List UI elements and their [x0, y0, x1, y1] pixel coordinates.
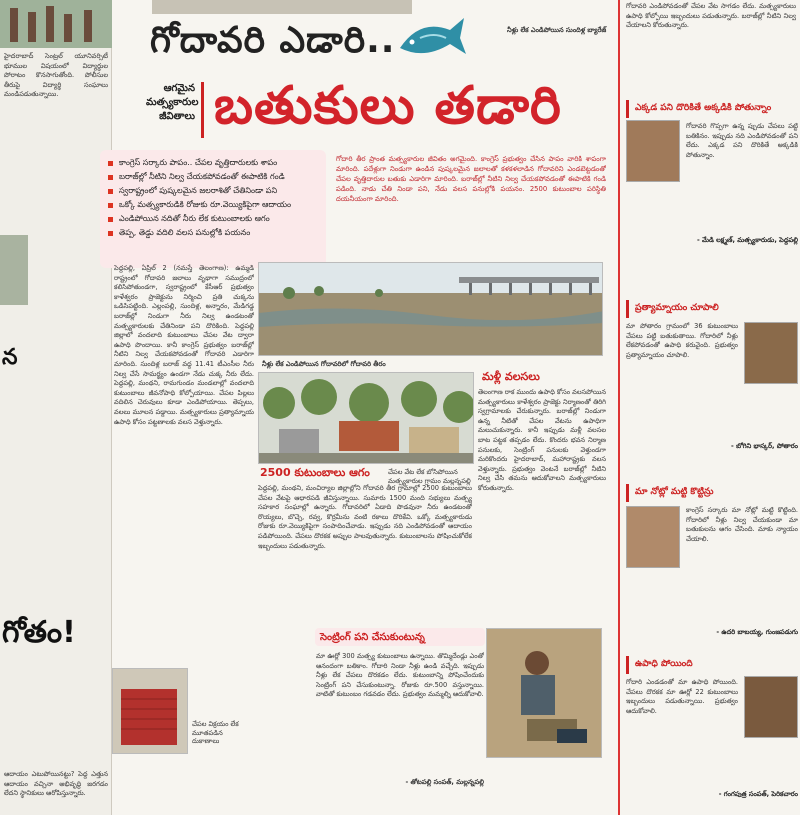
quote-title: ప్రత్యామ్నాయం చూపాలి [626, 300, 798, 318]
worker-photo [486, 628, 602, 758]
village-photo [258, 372, 474, 464]
right-top-text: గోదావరి ఎండిపోవడంతో చేపల వేట సాగడం లేదు. మత్స్యకారులు ఉపాధి కోల్పోయి ఇబ్బందులు పడుతున్నారు. బరాజ్‌ల్లో నీటిని నిల్వ చేయాలని కోరుతున్నారు. [626, 2, 796, 30]
quote-signature: - ఉదరి బాబయ్య, గుంజపడుగు [716, 628, 798, 636]
quote-text: మా పోతారం గ్రామంలో 36 కుటుంబాలు చేపలు పట్టి బతుకుతాయి. గోదారిలో నీళ్లు లేకపోవడంతో ఉపాధి కరువైంది. ప్రభుత్వం ప్రత్యామ్నాయం చూపాలి. [626, 322, 738, 359]
shop-photo [112, 668, 188, 754]
quote-signature: - మేడి లక్ష్మణ్, మత్స్యకారుడు, పెద్దపల్లి [696, 236, 798, 244]
quote-signature: - గంగపుత్ర సంపత్, పెరికచారం [718, 790, 798, 798]
village-photo-caption: చేపల వేట లేక బోసిపోయిన మత్స్యకారుల గ్రామం మల్లన్నపల్లి [388, 468, 471, 485]
highlight-item: కాంగ్రెస్ సర్కారు పాపం.. చేపల వృత్తిదారులకు శాపం [108, 156, 318, 170]
byline-caption: నీళ్లు లేక ఎండిపోయిన సుందిళ్ల బ్యారేజ్ [507, 26, 607, 34]
section-heading-centering: సెంట్రింగ్ పని చేసుకుంటున్న [320, 632, 425, 643]
left-bottom-text: ఆదాయం ఎటుపోయినట్టు? పెద్ద ఎత్తున ఆదాయం వచ్చినా అభివృద్ధి జరగడం లేదని స్థానికులు ఆరోపిస్తున్నారు. [4, 770, 108, 798]
quote-block-4 [626, 652, 798, 800]
river-photo [258, 262, 603, 356]
highlight-item: ఒక్కో మత్స్యకారుడికి రోజుకు రూ.వెయ్యికిపైగా ఆదాయం [108, 198, 318, 212]
left-heading-2: గోతం! [2, 615, 76, 650]
highlight-item: బరాజ్‌ల్లో నీటిని నిల్వ చేయకపోవడంతో ఈపాటికి గండి [108, 170, 318, 184]
left-top-text: హైదరాబాద్ సెంట్రల్ యూనివర్సిటీ భూముల విషయంలో విద్యార్థుల పోరాటం కొనసాగుతోంది. పోలీసుల తీరుపై విద్యార్థి సంఘాలు మండిపడుతున్నాయి. [4, 52, 108, 99]
quote-signature: - బోగిని భాస్కర్, పోతారం [731, 442, 798, 450]
quote-block-1 [626, 96, 798, 246]
body-column-3: తెలంగాణ రాక ముందు ఉపాధి కోసం వలసపోయిన మత్స్యకారులు కాళేశ్వరం ప్రాజెక్టు నిర్మాణంతో తిరిగి స్వగ్రామాలకు చేరుకున్నారు. బరాజ్‌ల్లో నిండుగా ఉన్న నీటితో చేపల వేటను ఉపాధిగా మలుచుకున్నారు. కానీ ఇప్పుడు మళ్లీ వలసల బాట పట్టక తప్పడం లేదు. కొందరు భవన నిర్మాణ పనులకు, సెంట్రింగ్ పనులకు వెళ్తుండగా మరికొందరు హైదరాబాద్, మహారాష్ట్రకు వలస వెళ్తున్నారు. ప్రభుత్వం వెంటనే బరాజ్‌ల్లో నీటిని నిల్వ చేసి తమను ఆదుకోవాలని మత్స్యకారులు కోరుతున్నారు. [478, 388, 606, 492]
quote-block-3 [626, 480, 798, 638]
body-column-2: పెద్దపల్లి, మంథని, మంచిర్యాల జిల్లాల్లోని గోదావరి తీర గ్రామాల్లో 2500 కుటుంబాలు చేపల వేటపై ఆధారపడి జీవిస్తున్నాయి. సుమారు 1500 మంది సభ్యులు మత్స్య సహకార సంఘాల్లో ఉన్నారు. గోదావరిలో ఏడాది పొడవునా నీరు ఉండటంతో రొయ్యలు, బొచ్చె, రవ్వ, కొర్రమీను వంటి రకాలు దొరికేవి. ఒక్కో మత్స్యకారుడు రోజుకు రూ.వెయ్యికిపైగా సంపాదించేవాడు. ఇప్పుడు నది ఎండిపోవడంతో ఆదాయం పడిపోయింది. చేపలు దొరకక అప్పుల పాలవుతున్నారు. కుటుంబాలను పోషించుకోలేక ఇబ్బందులు పడుతున్నారు. [258, 484, 472, 550]
left-adjacent-column [0, 0, 112, 815]
section-heading-families: 2500 కుటుంబాలు ఆగం [260, 466, 370, 479]
worker-byline: - తోటపల్లి సంపత్, మల్లన్నపల్లి [405, 778, 484, 786]
portrait-2 [744, 322, 798, 384]
section-heading-migration: మళ్లీ వలసలు [482, 370, 540, 383]
quote-text: గోదారి ఎండడంతో మా ఉపాధి పోయింది. చేపలు దొరకక మా ఊర్లో 22 కుటుంబాలు ఇబ్బందులు పడుతున్నాయి. ప్రభుత్వం ఆదుకోవాలి. [626, 678, 738, 715]
intro-paragraph: గోదారి తీర ప్రాంత మత్స్యకారుల జీవితం అగమైంది. కాంగ్రెస్ ప్రభుత్వం చేసిన పాపం వారికి శాపంగా మారింది. పదేళ్లుగా నిండుగా ఉండిన పుష్కలమైన జలాలతో కళకళలాడిన గోదావరిని ఎండబెట్టడంతో చేపల వృత్తిదారుల బతుకు ఎడారిగా మారింది. బరాజ్‌ల్లో నీటిని నిల్వ చేయకపోవడంతో ఈపాటికి గండి పడింది. నాడు చేతి నిండా పని, నేడు వలస పనుల్లోకి పయనం. 2500 కుటుంబాల పరిస్థితి దయనీయంగా మారింది. [336, 155, 606, 203]
top-photo-strip [152, 0, 412, 14]
main-headline: బతుకులు తడారి [214, 76, 562, 136]
quote-text: కాంగ్రెస్ సర్కారు మా నోట్లో మట్టి కొట్టింది. గోదారిలో నీళ్లు నిల్వ చేయకుండా మా బతుకులను ఆగం చేసింది. మాకు న్యాయం చేయాలి. [686, 506, 798, 543]
highlight-item: తెప్ప, తెడ్డు వదిలి వలస పనుల్లోకి పయనం [108, 226, 318, 240]
quote-block-2 [626, 296, 798, 452]
portrait-3 [626, 506, 680, 568]
quote-title: ఎక్కడ పని దొరికితే అక్కడికి పోతున్నాం [626, 100, 798, 118]
right-sidebar [618, 0, 800, 815]
shop-photo-caption: చేపల విక్రయం లేక మూతపడిన దుకాణాలు [192, 720, 239, 745]
body-bottom: మా ఊర్లో 300 మత్స్య కుటుంబాలు ఉన్నాయి. తొమ్మిదేండ్లు ఎంతో ఆనందంగా బతికాం. గోదారి నిండా నీళ్లు ఉండి వచ్చేది. ఇప్పుడు నీళ్లు లేక చేపలు దొరకడం లేదు. కుటుంబాన్ని పోషించేందుకు సెంట్రింగ్ పని చేసుకుంటున్నా. రోజుకు రూ.500 వస్తున్నాయి. వాటితో కుటుంబం గడవడం లేదు. ప్రభుత్వం మమ్మల్ని ఆదుకోవాలి. [316, 652, 484, 699]
headline-kicker: గోదావరి ఎడారి.. [150, 20, 396, 61]
body-column-1: పెద్దపల్లి, ఏప్రిల్ 2 (నమస్తే తెలంగాణ): ఉమ్మడి రాష్ట్రంలో గోదావరి జలాలు వృథాగా సముద్రంలో కలిసిపోతుండగా, స్వరాష్ట్రంలో కేసీఆర్ ప్రభుత్వం కాళేశ్వరం ప్రాజెక్టును నిర్మించి ప్రతి చుక్కను ఒడిసిపట్టింది. ఎల్లంపల్లి, సుందిళ్ల, అన్నారం, మేడిగడ్డ బరాజ్‌ల్లో నిండుగా నీరు నిల్వ ఉండటంతో మత్స్యకారులకు చేతినిండా పని దొరికింది. పెద్దపల్లి జిల్లాలో వందలాది కుటుంబాలు చేపల వేట ద్వారా ఉపాధి పొందాయి. కానీ కాంగ్రెస్ ప్రభుత్వం బరాజ్‌ల్లో నీటిని నిల్వ చేయకపోవడంతో గోదావరి ఎడారిగా మారింది. సుందిళ్ల బరాజ్ వద్ద 11.41 టీఎంసీల నీరు నిల్వ చేసే సామర్థ్యం ఉండగా నేడు చుక్క నీరు లేదు. పెద్దపల్లి, మంథని, రామగుండం మండలాల్లో వందలాది కుటుంబాలు జీవనోపాధి కోల్పోయాయి. చేపల పిల్లలు వదిలిన చెరువులు కూడా ఎండిపోయాయి. తెప్పలు, వలలు మూలన పడ్డాయి. మత్స్యకారులు ప్రత్యామ్నాయ ఉపాధి కోసం పట్టణాలకు వలస వెళ్తున్నారు. [114, 264, 254, 426]
left-heading-1: న [2, 345, 18, 370]
quote-title: మా నోట్లో మట్టి కొట్టిన్రు [626, 484, 798, 502]
quote-title: ఉపాధి పోయింది [626, 656, 798, 674]
river-photo-caption: నీళ్లు లేక ఎండిపోయిన గోదావరిలో గోదావరి తీరం [262, 360, 386, 368]
left-top-photo [0, 0, 112, 48]
highlight-item: ఎండిపోయిన నదితో నీరు లేక కుటుంబాలకు ఆగం [108, 212, 318, 226]
portrait-1 [626, 120, 680, 182]
fish-icon [390, 8, 470, 68]
highlight-item: స్వరాష్ట్రంలో పుష్కలమైన జలరాశితో చేతినిండా పని [108, 184, 318, 198]
highlights-box [100, 150, 326, 268]
headline-side-kicker: ఆగమైన మత్స్యకారుల జీవితాలు [146, 82, 204, 138]
left-mid-photo [0, 235, 28, 305]
quote-text: గోదావరి గొప్పగా ఉన్న ప్పుడు చేపలు పట్టి బతికినం. ఇప్పుడు నది ఎండిపోవడంతో పని లేదు. ఎక్కడ పని దొరికితే అక్కడికి పోతున్నాం. [686, 122, 798, 159]
portrait-4 [744, 676, 798, 738]
